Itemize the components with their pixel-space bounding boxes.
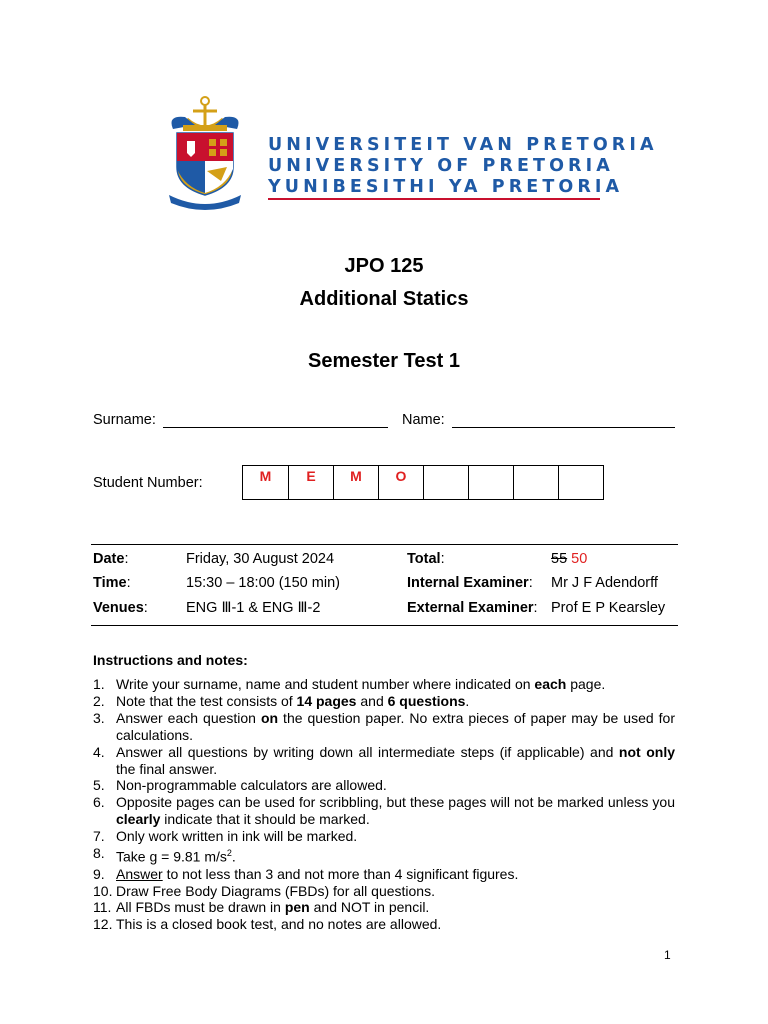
date-label: Date: <box>93 551 129 567</box>
instruction-text: Answer to not less than 3 and not more than 4 significant figures. <box>116 865 519 882</box>
university-name-afrikaans: UNIVERSITEIT VAN PRETORIA <box>268 135 658 155</box>
course-code: JPO 125 <box>344 255 424 277</box>
student-number-box[interactable]: O <box>378 466 423 499</box>
instruction-number: 1. <box>93 676 105 692</box>
instruction-number: 3. <box>93 709 105 726</box>
instruction-item <box>93 866 675 883</box>
student-number-box[interactable] <box>558 466 603 499</box>
instruction-item <box>93 744 675 778</box>
instruction-number: 2. <box>93 692 105 709</box>
instruction-text: Note that the test consists of 14 pages and 6 questions. <box>116 692 470 709</box>
instruction-number: 4. <box>93 743 105 760</box>
surname-field[interactable] <box>163 427 388 428</box>
anchor-icon <box>187 97 223 127</box>
university-underline <box>268 198 600 200</box>
instruction-number: 5. <box>93 777 105 794</box>
instruction-item <box>93 883 675 900</box>
student-number-boxes <box>242 465 604 500</box>
course-name: Additional Statics <box>299 288 469 310</box>
instruction-item <box>93 777 675 794</box>
student-number-box[interactable] <box>468 466 513 499</box>
name-label: Name: <box>402 412 445 428</box>
date-value: Friday, 30 August 2024 <box>186 551 335 567</box>
instruction-item <box>93 794 675 828</box>
venues-label: Venues: <box>93 600 148 616</box>
total-label: Total: <box>407 551 445 567</box>
university-crest-logo <box>165 95 245 213</box>
instruction-item <box>93 693 675 710</box>
instruction-number: 11. <box>93 899 112 916</box>
student-number-box[interactable]: M <box>259 468 272 484</box>
student-number-box[interactable] <box>423 466 468 499</box>
instruction-number: 10. <box>93 882 113 899</box>
instruction-text: Non-programmable calculators are allowed. <box>116 777 387 794</box>
university-name-english: UNIVERSITY OF PRETORIA <box>268 156 614 176</box>
instruction-text: Answer all questions by writing down all intermediate steps (if applicable) and not only the final answer. <box>116 743 675 777</box>
internal-examiner-label: Internal Examiner: <box>407 575 533 591</box>
instruction-text: All FBDs must be drawn in pen and NOT in pencil. <box>116 899 430 916</box>
instruction-text: Take g = 9.81 $m/s^2$. <box>116 848 236 865</box>
instruction-text: Answer each question on the question paper. No extra pieces of paper may be used for calculations. <box>116 709 675 743</box>
details-rule-bottom <box>91 625 678 626</box>
total-old-value: 55 <box>551 551 568 567</box>
venues-value: ENG Ⅲ-1 & ENG Ⅲ-2 <box>186 600 321 616</box>
internal-examiner-value: Mr J F Adendorff <box>551 575 658 591</box>
instruction-text: Write your surname, name and student number where indicated on each page. <box>116 676 606 692</box>
instruction-number: 6. <box>93 794 105 811</box>
details-rule-top <box>91 544 678 545</box>
external-examiner-value: Prof E P Kearsley <box>551 600 666 616</box>
page-number: 1 <box>664 948 671 962</box>
instruction-item <box>93 845 675 866</box>
student-number-box[interactable]: E <box>288 466 333 499</box>
surname-label: Surname: <box>93 412 156 428</box>
instruction-item <box>93 676 675 693</box>
instruction-text: Only work written in ink will be marked. <box>116 828 358 845</box>
instruction-number: 9. <box>93 865 105 882</box>
total-value <box>551 551 587 567</box>
instruction-item <box>93 710 675 744</box>
instruction-number: 7. <box>93 828 105 845</box>
student-number-box[interactable] <box>513 466 558 499</box>
instruction-item <box>93 899 675 916</box>
student-number-label: Student Number: <box>93 475 203 491</box>
time-label: Time: <box>93 575 131 591</box>
instruction-number: 12. <box>93 916 113 933</box>
time-value: 15:30 – 18:00 (150 min) <box>186 575 340 591</box>
instruction-item <box>93 828 675 845</box>
test-title: Semester Test 1 <box>308 350 460 372</box>
external-examiner-label: External Examiner: <box>407 600 538 616</box>
instructions-heading: Instructions and notes: <box>93 652 248 668</box>
instruction-text: This is a closed book test, and no notes are allowed. <box>116 916 442 933</box>
name-field[interactable] <box>452 427 675 428</box>
instruction-number: 8. <box>93 845 105 862</box>
student-number-box[interactable]: M <box>333 466 378 499</box>
university-name-sepedi: YUNIBESITHI YA PRETORIA <box>268 177 624 197</box>
instruction-item <box>93 916 675 933</box>
instruction-text: Opposite pages can be used for scribbling, but these pages will not be marked unless you clearly indicate that it should be marked. <box>116 794 675 828</box>
total-new-value: 50 <box>571 551 588 567</box>
instructions-list <box>93 676 675 933</box>
instruction-text: Draw Free Body Diagrams (FBDs) for all questions. <box>116 882 435 899</box>
